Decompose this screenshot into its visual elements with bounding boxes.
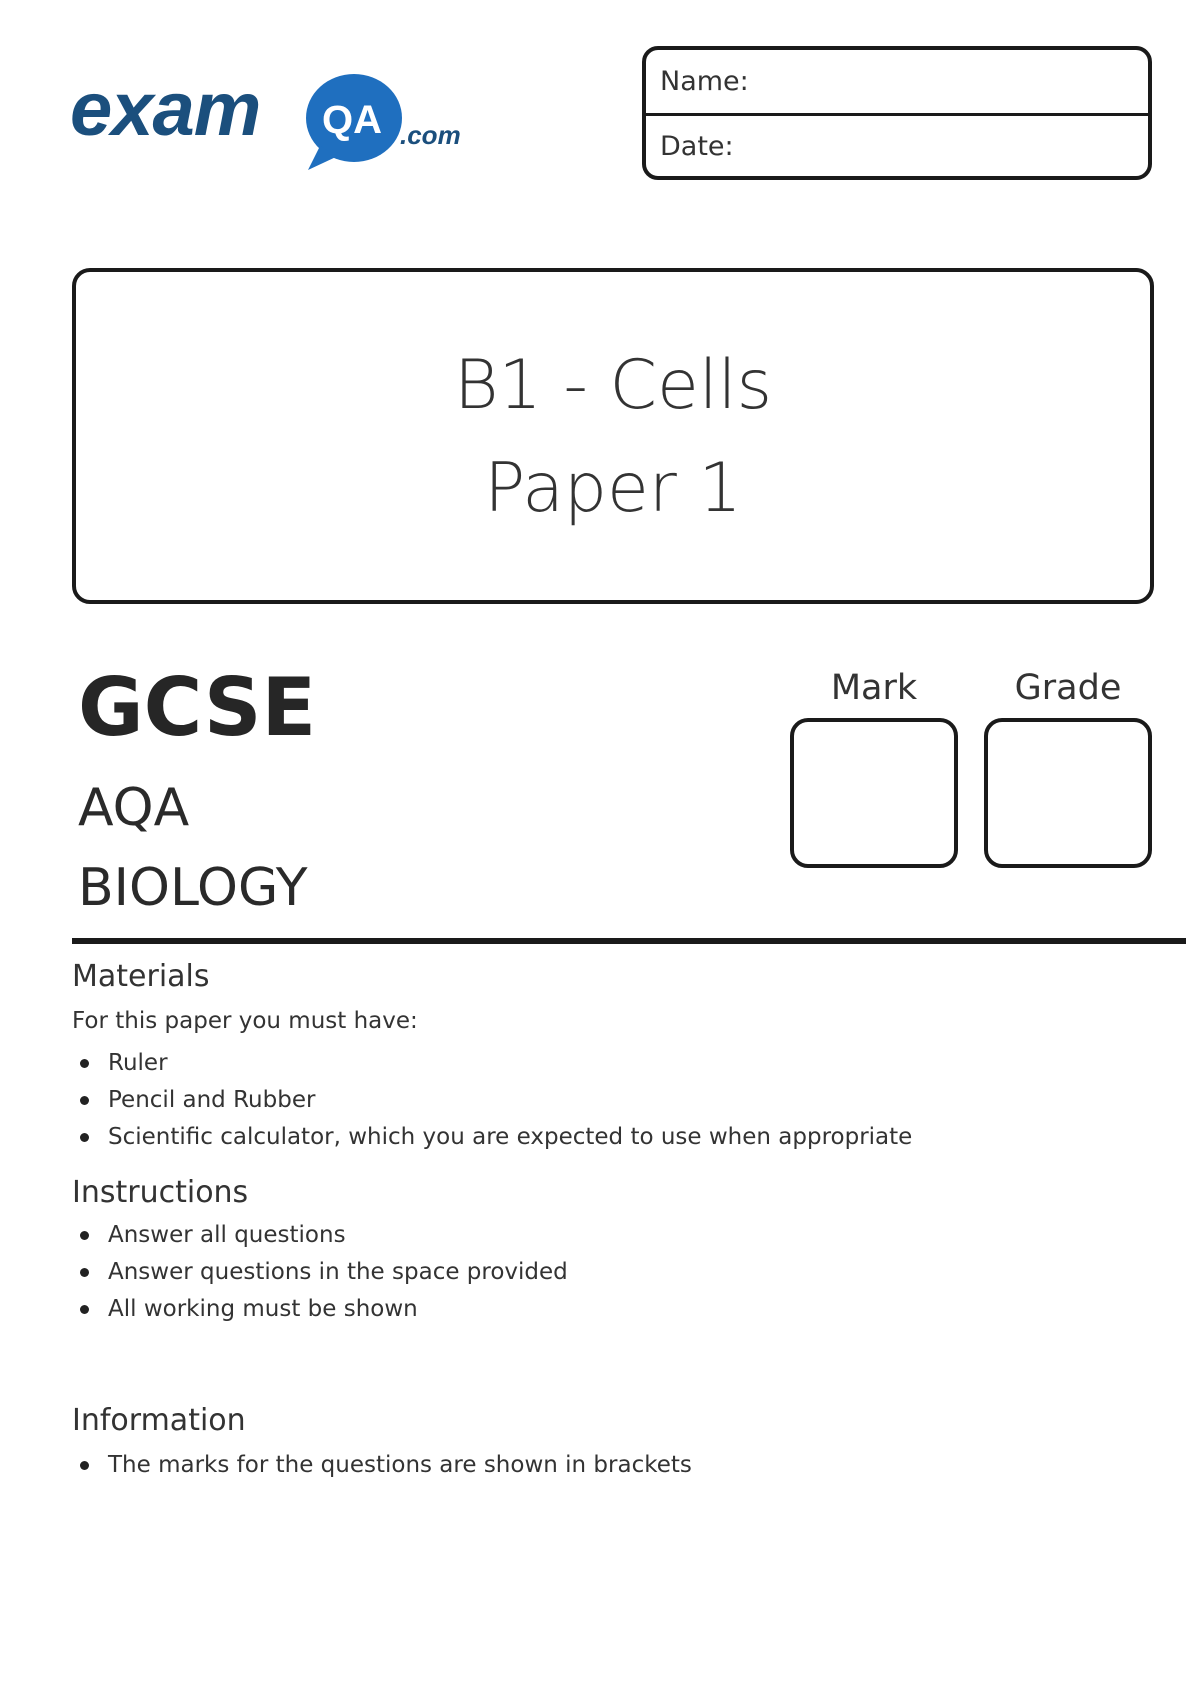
subject-name: BIOLOGY <box>78 858 308 918</box>
name-date-box <box>642 46 1152 180</box>
bullet-icon <box>80 1461 89 1470</box>
qualification-level: GCSE <box>78 661 317 754</box>
paper-title: B1 - Cells <box>453 346 773 425</box>
information-heading: Information <box>72 1403 246 1438</box>
materials-list <box>78 1050 912 1161</box>
logo-speech-bubble-icon <box>298 72 406 172</box>
list-item: Scientific calculator, which you are expected to use when appropriate <box>78 1124 912 1161</box>
list-item: The marks for the questions are shown in brackets <box>78 1452 692 1489</box>
grade-label: Grade <box>1014 668 1122 708</box>
paper-number: Paper 1 <box>484 449 742 528</box>
section-divider <box>72 938 1186 944</box>
logo-suffix-com: .com <box>400 120 461 150</box>
materials-heading: Materials <box>72 959 210 994</box>
bullet-icon <box>80 1231 89 1240</box>
logo-wordmark-exam: exam <box>70 67 261 152</box>
information-list <box>78 1452 692 1489</box>
mark-box[interactable] <box>790 718 958 868</box>
list-item: Pencil and Rubber <box>78 1087 912 1124</box>
examqa-logo <box>70 66 470 176</box>
date-label: Date: <box>660 130 734 162</box>
materials-intro: For this paper you must have: <box>72 1008 418 1034</box>
bullet-icon <box>80 1096 89 1105</box>
list-item: Answer questions in the space provided <box>78 1259 568 1296</box>
grade-box[interactable] <box>984 718 1152 868</box>
list-item: All working must be shown <box>78 1296 568 1333</box>
exam-board: AQA <box>78 778 190 838</box>
bullet-icon <box>80 1059 89 1068</box>
mark-label: Mark <box>830 668 918 708</box>
logo-badge-qa: QA <box>322 97 382 142</box>
name-label: Name: <box>660 66 749 97</box>
list-item: Answer all questions <box>78 1222 568 1259</box>
name-field[interactable] <box>646 50 1148 113</box>
bullet-icon <box>80 1268 89 1277</box>
bullet-icon <box>80 1133 89 1142</box>
instructions-list <box>78 1222 568 1333</box>
instructions-heading: Instructions <box>72 1175 249 1210</box>
paper-title-box <box>72 268 1154 604</box>
list-item: Ruler <box>78 1050 912 1087</box>
date-field[interactable] <box>646 113 1148 176</box>
bullet-icon <box>80 1305 89 1314</box>
